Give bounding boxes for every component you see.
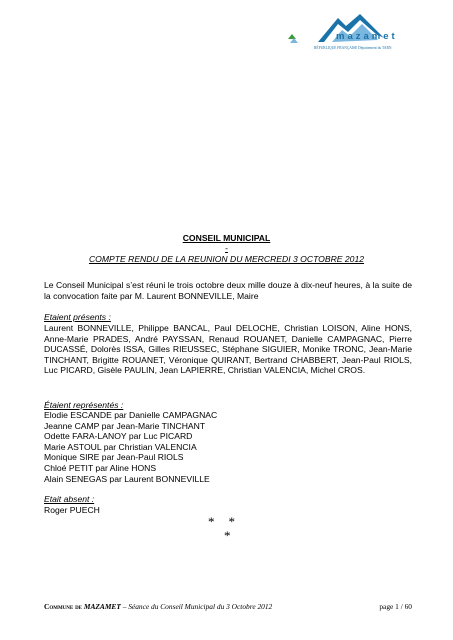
star-glyph: * [228, 514, 235, 529]
presents-list: Laurent BONNEVILLE, Philippe BANCAL, Paul DELOCHE, Christian LOISON, Aline HONS, Anne-Marie PRADES, André PAYSSAN, Renaud ROUANET, Danielle CAMPAGNAC, Pierre DUCASSÉ, Dolorès ISSA, Gilles RIEUSSEC, Stéphane SIGUIER, Monike TRONC, Jean-Marie TINCHANT, Brigitte ROUANET, Véronique QUIRANT, Bertrand CHABBERT, Jean-Paul RIOLS, Luc PICARD, Gisèle PAULIN, Jean LAPIERRE, Christian VALENCIA, Michel CROS. [44, 323, 412, 376]
list-item: Jeanne CAMP par Jean-Marie TINCHANT [44, 420, 206, 431]
list-item: Marie ASTOUL par Christian VALENCIA [44, 441, 197, 452]
represented-label: Étaient représentés : [44, 400, 124, 410]
title-dash: - [225, 243, 228, 253]
list-item: Monique SIRE par Jean-Paul RIOLS [44, 452, 184, 463]
footer-title [44, 602, 272, 611]
star-separator-bottom [224, 529, 231, 542]
list-item: Elodie ESCANDE par Danielle CAMPAGNAC [44, 410, 218, 420]
star-glyph: * [224, 528, 231, 543]
absent-label: Etait absent : [44, 494, 95, 504]
document-title: CONSEIL MUNICIPAL [182, 233, 271, 243]
mazamet-logo [288, 12, 428, 56]
star-separator-top [208, 515, 235, 528]
list-item: Chloé PETIT par Aline HONS [44, 462, 157, 473]
document-subtitle: COMPTE RENDU DE LA REUNION DU MERCREDI 3 OCTOBRE 2012 [88, 254, 365, 264]
list-item: Roger PUECH [44, 505, 100, 515]
footer-town: MAZAMET [83, 602, 121, 611]
logo-wordmark: mazamet [336, 31, 398, 42]
footer-session: – Séance du Conseil Municipal du 3 Octobre 2012 [120, 602, 273, 611]
represented-list [44, 410, 217, 484]
footer-commune: Commune de [44, 602, 83, 611]
list-item: Alain SENEGAS par Laurent BONNEVILLE [44, 473, 210, 484]
page-number: page 1 / 60 [379, 602, 412, 611]
intro-paragraph: Le Conseil Municipal s’est réuni le trois octobre deux mille douze à dix-neuf heures, à la suite de la convocation faite par M. Laurent BONNEVILLE, Maire [44, 280, 412, 301]
presents-label: Etaient présents : [44, 312, 111, 322]
list-item: Odette FARA-LANOY par Luc PICARD [44, 431, 193, 442]
star-glyph: * [208, 514, 215, 529]
logo-tagline: RÉPUBLIQUE FRANÇAISE Département du TARN [314, 46, 392, 50]
absent-list [44, 505, 100, 516]
